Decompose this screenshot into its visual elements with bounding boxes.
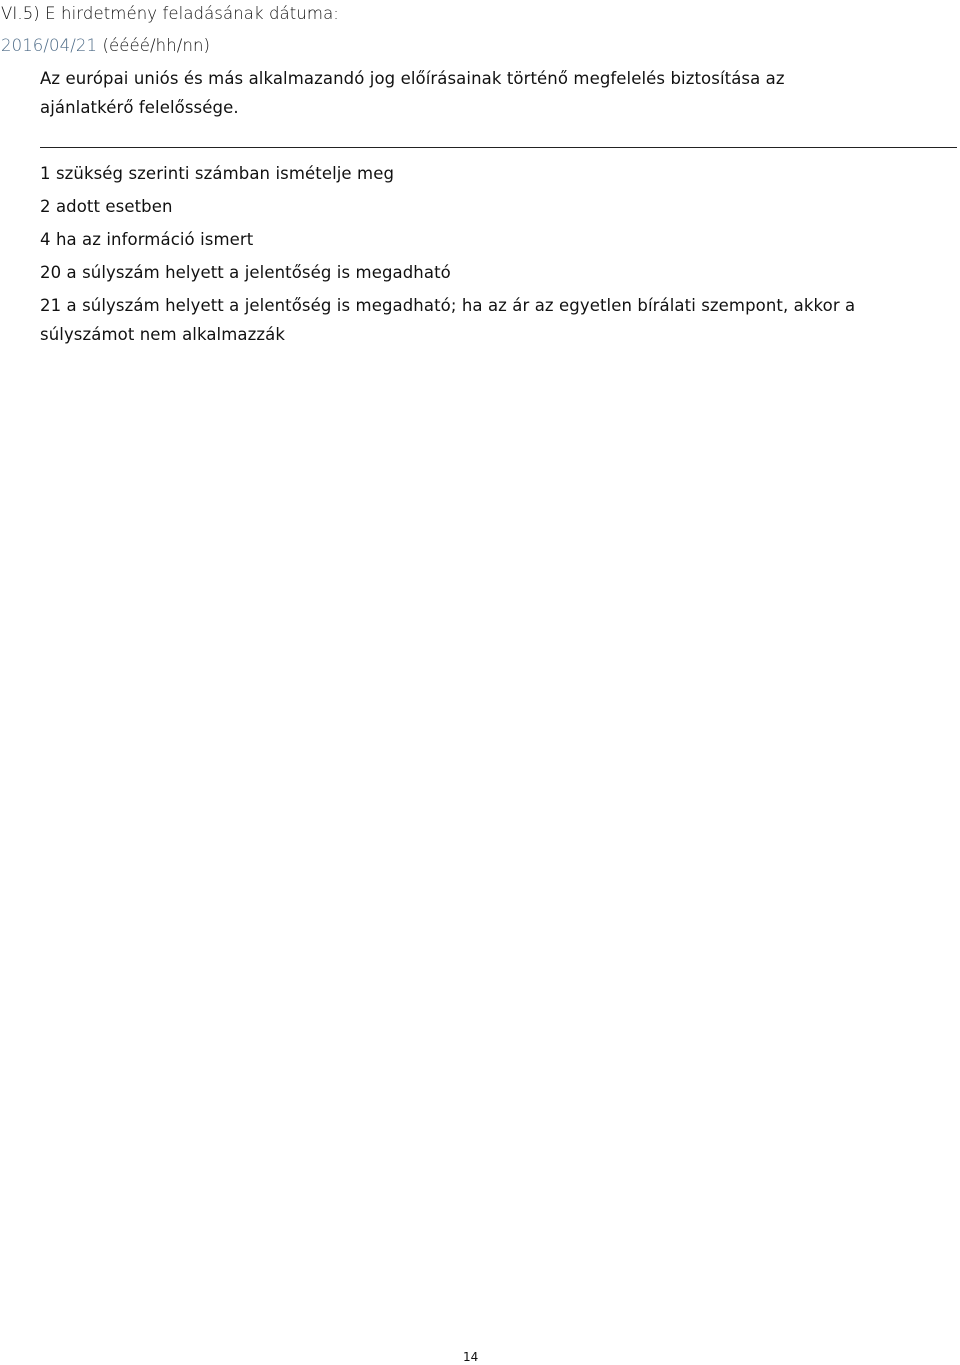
statement-line-2: ajánlatkérő felelőssége.	[40, 98, 239, 117]
footnote-2: 2 adott esetben	[40, 197, 173, 216]
date-line	[1, 36, 210, 56]
footnote-1: 1 szükség szerinti számban ismételje meg	[40, 164, 395, 183]
date-value: 2016/04/21	[1, 36, 98, 55]
footnote-20: 20 a súlyszám helyett a jelentőség is megadható	[40, 263, 451, 282]
footnote-separator	[40, 147, 957, 148]
page-number: 14	[463, 1350, 479, 1364]
section-heading: VI.5) E hirdetmény feladásának dátuma:	[1, 4, 339, 23]
footnote-21-line-1: 21 a súlyszám helyett a jelentőség is megadható; ha az ár az egyetlen bírálati szempont, akkor a	[40, 296, 856, 315]
footnote-21-line-2: súlyszámot nem alkalmazzák	[40, 325, 286, 344]
statement-line-1: Az európai uniós és más alkalmazandó jog előírásainak történő megfelelés biztosítása az	[40, 69, 785, 88]
date-format: (éééé/hh/nn)	[102, 36, 211, 55]
footnote-4: 4 ha az információ ismert	[40, 230, 254, 249]
